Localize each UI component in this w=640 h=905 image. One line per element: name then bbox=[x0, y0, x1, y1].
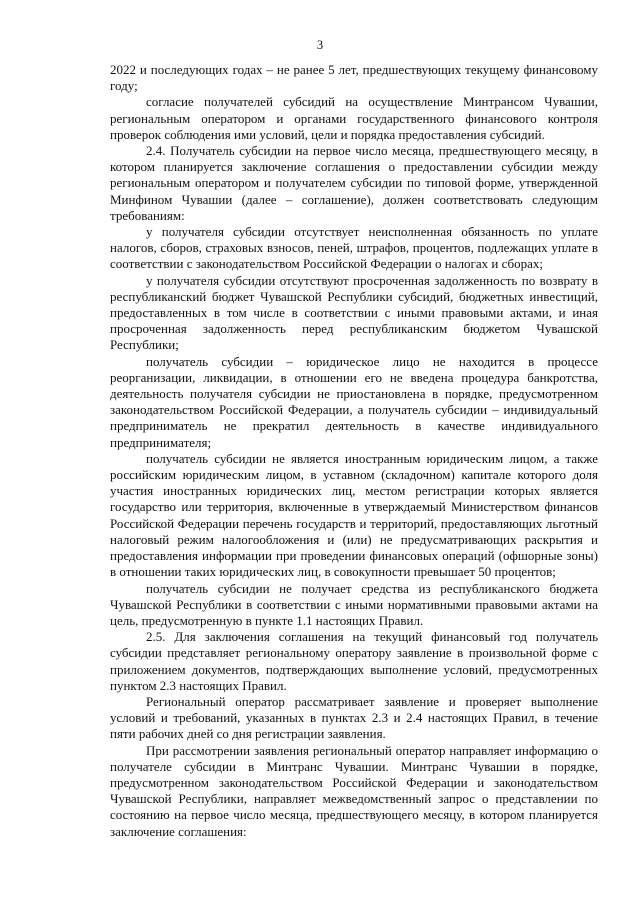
paragraph-other-funds: получатель субсидии не получает средства из республиканского бюджета Чувашской Республики в соответствии с иными нормативными правовыми актами на цель, предусмотренную в пункте 1.1 настоящих Правил. bbox=[110, 580, 598, 628]
paragraph-2-4: 2.4. Получатель субсидии на первое число месяца, предшествующего месяцу, в котором планируется заключение соглашения о предоставлении субсидии между региональным оператором и получателем субсидии по типовой форме, утвержденной Минфином Чувашии (далее – соглашение), должен соответствовать следующим требованиям: bbox=[110, 143, 598, 223]
paragraph-consent: согласие получателей субсидий на осуществление Минтрансом Чувашии, региональным оператором и органами государственного финансового контроля проверок соблюдения ими условий, цели и порядка предоставления субсидий. bbox=[110, 94, 598, 142]
paragraph-reorganization: получатель субсидии – юридическое лицо не находится в процессе реорганизации, ликвидации, в отношении его не введена процедура банкротства, деятельность получателя субсидии не приостановлена в порядке, предусмотренном законодательством Российской Федерации, а получатель субсидии – индивидуальный предприниматель не прекратил деятельность в качестве индивидуального предпринимателя; bbox=[110, 353, 598, 450]
paragraph-debts: у получателя субсидии отсутствуют просроченная задолженность по возврату в республиканский бюджет Чувашской Республики субсидий, бюджетных инвестиций, предоставленных в том числе в соответствии с иными правовыми актами, и иная просроченная задолженность перед республиканским бюджетом Чувашской Республики; bbox=[110, 272, 598, 353]
page-number: 3 bbox=[316, 38, 324, 52]
paragraph-continuation: 2022 и последующих годах – не ранее 5 лет, предшествующих текущему финансовому году; bbox=[110, 62, 598, 94]
paragraph-2-5: 2.5. Для заключения соглашения на текущий финансовый год получатель субсидии представляет региональному оператору заявление в произвольной форме с приложением документов, подтверждающих выполнение условий, предусмотренных пунктом 2.3 настоящих Правил. bbox=[110, 629, 598, 693]
paragraph-taxes: у получателя субсидии отсутствует неисполненная обязанность по уплате налогов, сборов, страховых взносов, пеней, штрафов, процентов, подлежащих уплате в соответствии с законодательством Российской Федерации о налогах и сборах; bbox=[110, 224, 598, 272]
paragraph-foreign-entity: получатель субсидии не является иностранным юридическим лицом, а также российским юридическим лицом, в уставном (складочном) капитале которого доля участия иностранных юридических лиц, местом регистрации которых является государство или территория, включенные в утверждаемый Министерством финансов Российской Федерации перечень государств и территорий, предоставляющих льготный налоговый режим налогообложения и (или) не предусматривающих раскрытия и предоставления информации при проведении финансовых операций (офшорные зоны) в отношении таких юридических лиц, в совокупности превышает 50 процентов; bbox=[110, 450, 598, 580]
paragraph-review: Региональный оператор рассматривает заявление и проверяет выполнение условий и требований, указанных в пунктах 2.3 и 2.4 настоящих Правил, в течение пяти рабочих дней со дня регистрации заявления. bbox=[110, 693, 598, 742]
paragraph-request: При рассмотрении заявления региональный оператор направляет информацию о получателе субсидии в Минтранс Чувашии. Минтранс Чувашии в порядке, предусмотренном законодательством Российской Федерации и законодательством Чувашской Республики, направляет межведомственный запрос о представлении по состоянию на первое число месяца, предшествующего месяцу, в котором планируется заключение соглашения: bbox=[110, 742, 598, 839]
document-body bbox=[110, 62, 598, 840]
